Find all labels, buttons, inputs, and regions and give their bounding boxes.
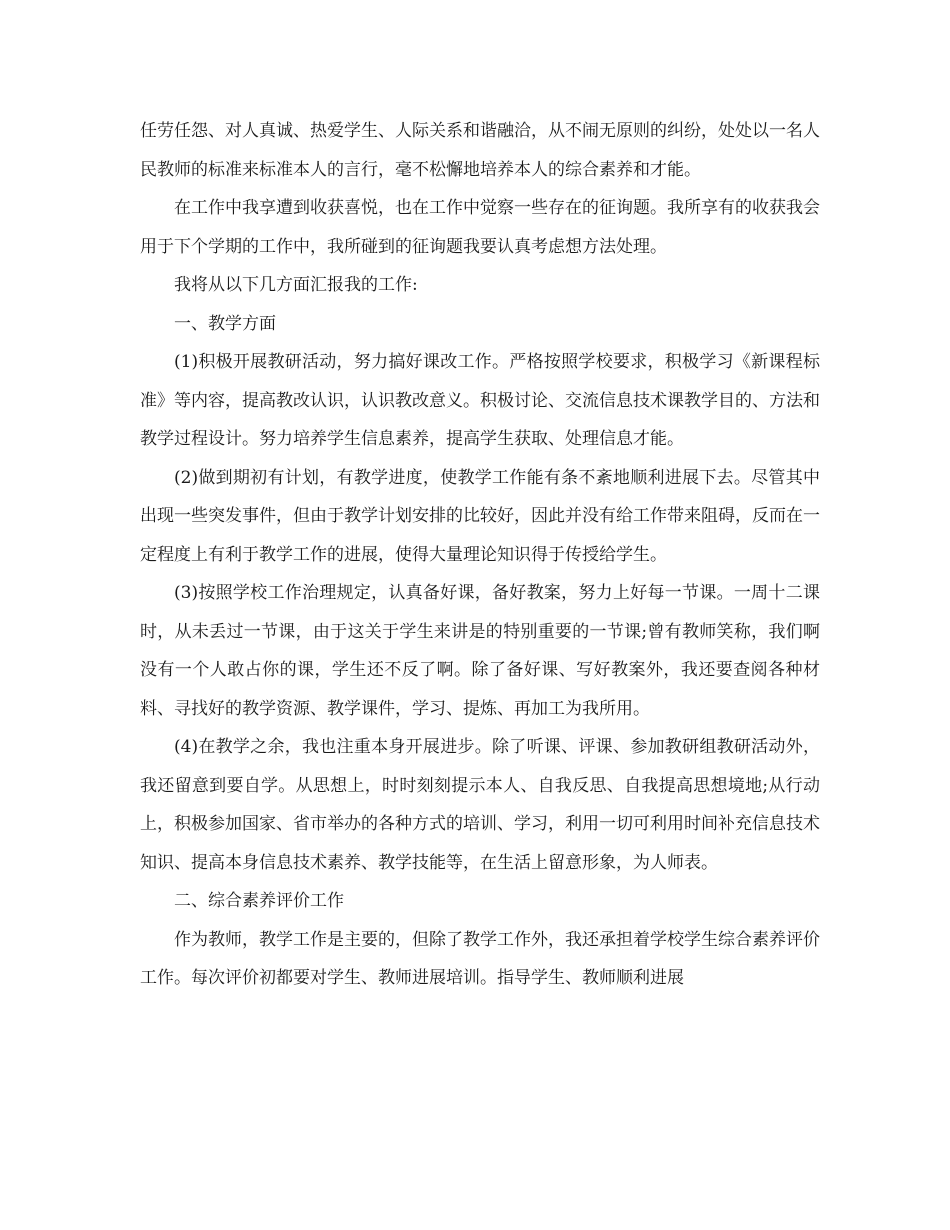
paragraph-item-2: (2)做到期初有计划，有教学进度，使教学工作能有条不紊地顺利进展下去。尽管其中出现一些突发事件，但由于教学计划安排的比较好，因此并没有给工作带来阻碍，反而在一定程度上有利于教学工作的进展，使得大量理论知识得于传授给学生。: [140, 467, 820, 565]
section-heading-evaluation: 二、综合素养评价工作: [174, 891, 344, 911]
paragraph-evaluation: 作为教师，教学工作是主要的，但除了教学工作外，我还承担着学校学生综合素养评价工作。每次评价初都要对学生、教师进展培训。指导学生、教师顺利进展: [140, 929, 820, 988]
section-heading-teaching: 一、教学方面: [174, 313, 276, 334]
paragraph-harvest: 在工作中我享遭到收获喜悦，也在工作中觉察一些存在的征询题。我所享有的收获我会用于下个学期的工作中，我所碰到的征询题我要认真考虑想方法处理。: [140, 198, 820, 257]
paragraph-item-3: (3)按照学校工作治理规定，认真备好课，备好教案，努力上好每一节课。一周十二课时，从未丢过一节课，由于这关于学生来讲是的特别重要的一节课;曾有教师笑称，我们啊没有一个人敢占你的课，学生还不反了啊。除了备好课、写好教案外，我还要查阅各种材料、寻找好的教学资源、教学课件，学习、提炼、再加工为我所用。: [140, 583, 820, 719]
paragraph-item-4: (4)在教学之余，我也注重本身开展进步。除了听课、评课、参加教研组教研活动外，我还留意到要自学。从思想上，时时刻刻提示本人、自我反思、自我提高思想境地;从行动上，积极参加国家、省市举办的各种方式的培训、学习，利用一切可利用时间补充信息技术知识、提高本身信息技术素养、教学技能等，在生活上留意形象，为人师表。: [140, 737, 820, 873]
paragraph-intro: 我将从以下几方面汇报我的工作:: [174, 275, 418, 295]
document-body: [140, 112, 820, 998]
paragraph-item-1: (1)积极开展教研活动，努力搞好课改工作。严格按照学校要求，积极学习《新课程标准》等内容，提高教改认识，认识教改意义。积极讨论、交流信息技术课教学目的、方法和教学过程设计。努力培养学生信息素养，提高学生获取、处理信息才能。: [140, 352, 820, 449]
paragraph-continuation: 任劳任怨、对人真诚、热爱学生、人际关系和谐融洽，从不闹无原则的纠纷，处处以一名人民教师的标准来标准本人的言行，毫不松懈地培养本人的综合素养和才能。: [140, 121, 820, 180]
